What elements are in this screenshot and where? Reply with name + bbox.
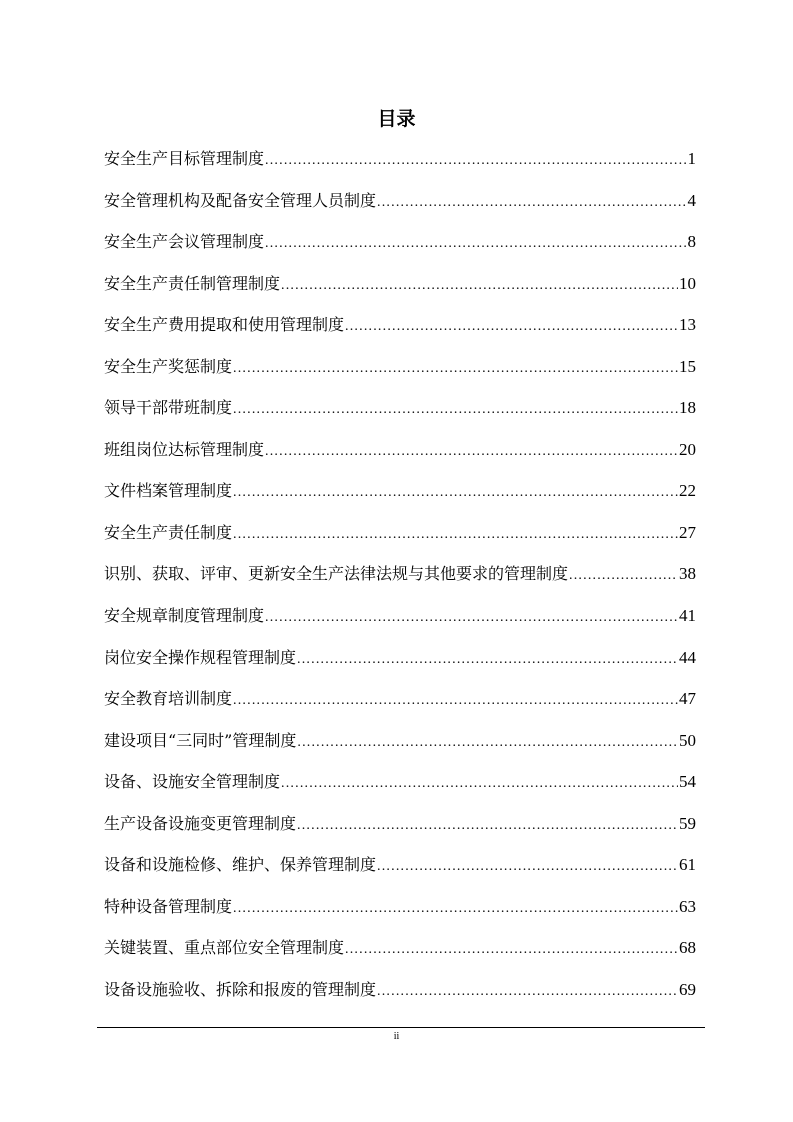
toc-entry[interactable] [104,977,696,1019]
toc-entry-label: 生产设备设施变更管理制度 [104,813,297,833]
toc-entry[interactable] [104,686,696,728]
dot-leader [265,148,686,174]
toc-entry[interactable] [104,395,696,437]
table-of-contents [104,146,696,1018]
toc-entry[interactable] [104,769,696,811]
dot-leader [297,813,678,839]
dot-leader [281,273,678,299]
toc-entry-label: 文件档案管理制度 [104,481,233,501]
toc-entry-label: 关键装置、重点部位安全管理制度 [104,938,345,958]
toc-entry-page: 22 [679,481,696,501]
toc-title: 目录 [377,108,416,130]
toc-entry[interactable] [104,188,696,230]
toc-entry-page: 68 [679,938,696,958]
toc-entry-page: 54 [679,772,696,792]
toc-entry-page: 41 [679,606,696,626]
toc-entry-label: 领导干部带班制度 [104,398,233,418]
dot-leader [345,314,678,340]
toc-entry[interactable] [104,811,696,853]
dot-leader [569,563,678,589]
toc-entry-label: 安全教育培训制度 [104,689,233,709]
toc-entry-label: 设备和设施检修、维护、保养管理制度 [104,855,377,875]
toc-entry-page: 69 [679,979,696,999]
toc-entry-page: 61 [679,855,696,875]
toc-entry-page: 13 [679,315,696,335]
toc-entry-page: 8 [687,232,696,252]
toc-entry-label: 特种设备管理制度 [104,896,233,916]
toc-entry[interactable] [104,894,696,936]
dot-leader [233,356,678,382]
toc-entry-label: 安全管理机构及配备安全管理人员制度 [104,190,377,210]
toc-entry[interactable] [104,354,696,396]
dot-leader [377,190,686,216]
toc-entry-page: 63 [679,896,696,916]
toc-entry-label: 安全生产目标管理制度 [104,149,265,168]
dot-leader [233,480,678,506]
toc-entry[interactable] [104,728,696,770]
toc-entry-label: 设备设施验收、拆除和报废的管理制度 [104,979,377,999]
dot-leader [265,231,686,257]
dot-leader [233,688,678,714]
dot-leader [233,522,678,548]
toc-entry-label: 安全规章制度管理制度 [104,606,265,626]
dot-leader [265,605,678,631]
toc-entry[interactable] [104,603,696,645]
toc-entry[interactable] [104,645,696,687]
toc-entry[interactable] [104,146,696,188]
toc-entry-label: 识别、获取、评审、更新安全生产法律法规与其他要求的管理制度 [104,564,569,584]
toc-entry-page: 15 [679,356,696,376]
toc-entry-page: 44 [679,647,696,667]
dot-leader [377,854,678,880]
toc-entry-label: 安全生产费用提取和使用管理制度 [104,315,345,335]
toc-entry-page: 27 [679,522,696,542]
toc-entry[interactable] [104,312,696,354]
toc-entry-label: 岗位安全操作规程管理制度 [104,647,297,667]
toc-entry-page: 20 [679,439,696,459]
dot-leader [377,979,678,1005]
dot-leader [281,771,678,797]
toc-entry-page: 18 [679,398,696,418]
toc-entry-page: 59 [679,813,696,833]
toc-entry[interactable] [104,478,696,520]
toc-entry[interactable] [104,561,696,603]
toc-entry-page: 4 [687,190,696,210]
dot-leader [297,730,678,756]
toc-entry-page: 50 [679,730,696,750]
dot-leader [233,896,678,922]
toc-entry-label: 设备、设施安全管理制度 [104,772,281,792]
toc-entry-page: 38 [679,564,696,584]
toc-entry[interactable] [104,271,696,313]
toc-entry[interactable] [104,437,696,479]
dot-leader [233,397,678,423]
toc-entry-label: 安全生产责任制管理制度 [104,273,281,293]
toc-entry-label: 安全生产会议管理制度 [104,232,265,252]
toc-entry[interactable] [104,229,696,271]
toc-entry[interactable] [104,852,696,894]
toc-entry[interactable] [104,520,696,562]
toc-entry-label: 建设项目“三同时”管理制度 [104,730,297,750]
toc-entry-page: 47 [679,689,696,709]
toc-entry-page: 1 [687,149,696,168]
dot-leader [265,439,678,465]
toc-entry[interactable] [104,935,696,977]
dot-leader [345,937,678,963]
toc-entry-page: 10 [679,273,696,293]
toc-entry-label: 安全生产责任制度 [104,522,233,542]
toc-entry-label: 安全生产奖惩制度 [104,356,233,376]
footer-divider [97,1027,705,1028]
dot-leader [297,647,678,673]
toc-entry-label: 班组岗位达标管理制度 [104,439,265,459]
footer-page-number: ii [393,1031,400,1042]
